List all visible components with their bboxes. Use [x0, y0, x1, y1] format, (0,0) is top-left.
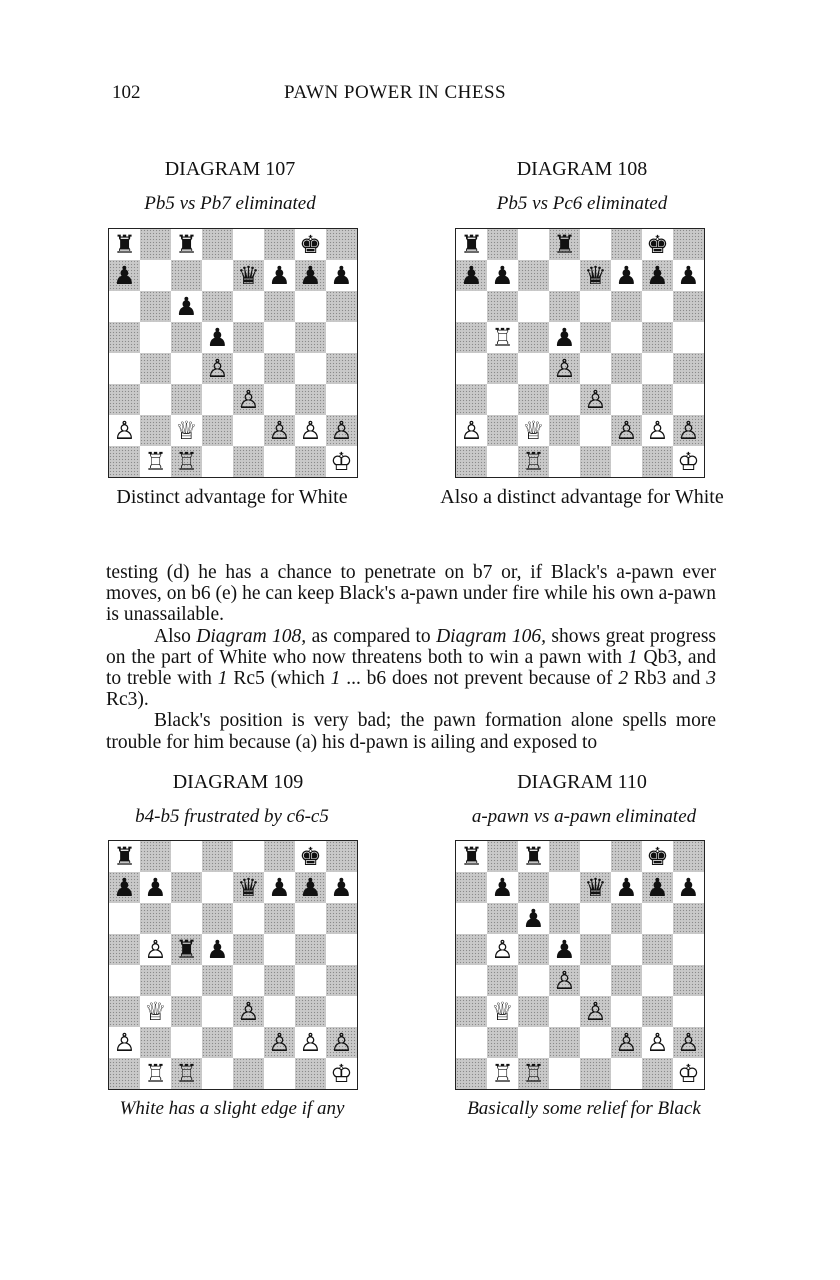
- square-b4: [487, 965, 518, 996]
- square-f8: [264, 841, 295, 872]
- square-a4: [109, 965, 140, 996]
- square-c7: [171, 872, 202, 903]
- square-g6: [295, 903, 326, 934]
- white-rook-b1: ♖: [140, 446, 171, 477]
- square-h4: [673, 965, 704, 996]
- square-a4: [456, 965, 487, 996]
- white-rook-b1: ♖: [140, 1058, 171, 1089]
- square-g5: [642, 322, 673, 353]
- square-g4: [295, 353, 326, 384]
- white-pawn-f2: ♙: [264, 415, 295, 446]
- white-rook-b1: ♖: [487, 1058, 518, 1089]
- square-e5: [233, 322, 264, 353]
- page-number: 102: [112, 82, 141, 103]
- square-h3: [326, 384, 357, 415]
- square-b2: [487, 1027, 518, 1058]
- diagram-107-title: DIAGRAM 107: [164, 158, 296, 180]
- square-g5: [295, 934, 326, 965]
- square-e2: [233, 1027, 264, 1058]
- square-d7: [202, 260, 233, 291]
- white-pawn-a2: ♙: [109, 415, 140, 446]
- black-pawn-g7: ♟: [642, 872, 673, 903]
- square-f6: [611, 903, 642, 934]
- square-f1: [611, 446, 642, 477]
- square-h6: [673, 903, 704, 934]
- square-d1: [549, 1058, 580, 1089]
- white-rook-c1: ♖: [518, 1058, 549, 1089]
- square-a5: [456, 322, 487, 353]
- black-rook-d8: ♜: [549, 229, 580, 260]
- black-pawn-c6: ♟: [171, 291, 202, 322]
- square-d2: [202, 1027, 233, 1058]
- white-queen-b3: ♕: [140, 996, 171, 1027]
- square-c8: [171, 841, 202, 872]
- square-b2: [140, 415, 171, 446]
- square-d7: [549, 872, 580, 903]
- square-b2: [487, 415, 518, 446]
- white-pawn-g2: ♙: [295, 1027, 326, 1058]
- black-rook-c8: ♜: [518, 841, 549, 872]
- square-e6: [580, 903, 611, 934]
- square-c8: [518, 229, 549, 260]
- white-rook-c1: ♖: [171, 1058, 202, 1089]
- black-pawn-d5: ♟: [202, 322, 233, 353]
- white-pawn-g2: ♙: [295, 415, 326, 446]
- square-g3: [295, 384, 326, 415]
- square-d4: [202, 965, 233, 996]
- square-h3: [673, 996, 704, 1027]
- square-e2: [233, 415, 264, 446]
- square-h5: [673, 322, 704, 353]
- square-h6: [326, 903, 357, 934]
- white-queen-c2: ♕: [518, 415, 549, 446]
- square-e6: [233, 903, 264, 934]
- square-a3: [109, 384, 140, 415]
- diagram-109-subtitle: b4-b5 frustrated by c6-c5: [135, 806, 329, 827]
- black-king-g8: ♚: [642, 229, 673, 260]
- square-a5: [456, 934, 487, 965]
- square-g5: [295, 322, 326, 353]
- square-f4: [611, 353, 642, 384]
- square-e5: [580, 934, 611, 965]
- square-a6: [109, 291, 140, 322]
- square-d8: [549, 841, 580, 872]
- square-b6: [140, 291, 171, 322]
- white-king-h1: ♔: [326, 446, 357, 477]
- white-king-h1: ♔: [673, 1058, 704, 1089]
- square-g4: [642, 965, 673, 996]
- square-f5: [611, 934, 642, 965]
- square-c4: [518, 965, 549, 996]
- square-f3: [611, 996, 642, 1027]
- square-e1: [580, 446, 611, 477]
- white-rook-c1: ♖: [171, 446, 202, 477]
- white-pawn-d4: ♙: [549, 353, 580, 384]
- square-d3: [549, 384, 580, 415]
- square-h5: [326, 322, 357, 353]
- square-h8: [326, 229, 357, 260]
- square-g4: [642, 353, 673, 384]
- paragraph-2: Also Diagram 108, as compared to Diagram 106, shows great progress on the part of White who now threatens both to win a pawn with 1 Qb3, and to treble with 1 Rc5 (which 1 ... b6 does not prevent because of 2 Rb3 and 3 Rc3).: [106, 625, 717, 711]
- square-d7: [202, 872, 233, 903]
- square-c7: [171, 260, 202, 291]
- white-pawn-h2: ♙: [673, 415, 704, 446]
- black-king-g8: ♚: [642, 841, 673, 872]
- square-g6: [642, 903, 673, 934]
- square-h8: [326, 841, 357, 872]
- diagram-109-caption: White has a slight edge if any: [119, 1098, 345, 1119]
- black-pawn-h7: ♟: [326, 260, 357, 291]
- square-e8: [580, 841, 611, 872]
- white-pawn-f2: ♙: [611, 415, 642, 446]
- diagram-108-board: [455, 228, 705, 478]
- black-pawn-g7: ♟: [642, 260, 673, 291]
- square-b2: [140, 1027, 171, 1058]
- black-king-g8: ♚: [295, 229, 326, 260]
- square-f4: [264, 353, 295, 384]
- square-g4: [295, 965, 326, 996]
- square-a3: [109, 996, 140, 1027]
- black-queen-e7: ♛: [580, 260, 611, 291]
- square-g1: [642, 446, 673, 477]
- square-f6: [264, 903, 295, 934]
- square-c6: [171, 903, 202, 934]
- square-f8: [611, 229, 642, 260]
- square-e1: [580, 1058, 611, 1089]
- square-a4: [109, 353, 140, 384]
- square-b3: [487, 384, 518, 415]
- white-pawn-g2: ♙: [642, 1027, 673, 1058]
- black-pawn-b7: ♟: [140, 872, 171, 903]
- square-a6: [109, 903, 140, 934]
- square-e6: [580, 291, 611, 322]
- square-b4: [140, 965, 171, 996]
- square-h4: [326, 965, 357, 996]
- square-a6: [456, 903, 487, 934]
- square-e2: [580, 1027, 611, 1058]
- square-f1: [611, 1058, 642, 1089]
- diagram-110-subtitle: a-pawn vs a-pawn eliminated: [471, 806, 697, 827]
- black-rook-a8: ♜: [456, 841, 487, 872]
- square-h4: [326, 353, 357, 384]
- white-pawn-d4: ♙: [202, 353, 233, 384]
- running-title: PAWN POWER IN CHESS: [284, 82, 507, 103]
- black-rook-c8: ♜: [171, 229, 202, 260]
- paragraph-3: Black's position is very bad; the pawn formation alone spells more trouble for him because (a) his d-pawn is ailing and exposed to: [106, 710, 716, 753]
- square-b6: [487, 903, 518, 934]
- square-b8: [140, 841, 171, 872]
- square-h5: [326, 934, 357, 965]
- square-a5: [109, 322, 140, 353]
- square-c2: [171, 1027, 202, 1058]
- black-pawn-g7: ♟: [295, 260, 326, 291]
- square-f3: [264, 384, 295, 415]
- white-king-h1: ♔: [673, 446, 704, 477]
- square-f3: [611, 384, 642, 415]
- black-king-g8: ♚: [295, 841, 326, 872]
- black-pawn-h7: ♟: [673, 260, 704, 291]
- black-pawn-f7: ♟: [611, 260, 642, 291]
- square-h6: [673, 291, 704, 322]
- square-e1: [233, 1058, 264, 1089]
- white-queen-c2: ♕: [171, 415, 202, 446]
- square-e4: [580, 965, 611, 996]
- square-d2: [202, 415, 233, 446]
- black-pawn-g7: ♟: [295, 872, 326, 903]
- square-a1: [109, 1058, 140, 1089]
- square-c3: [171, 384, 202, 415]
- square-f4: [611, 965, 642, 996]
- square-g3: [642, 996, 673, 1027]
- white-rook-c1: ♖: [518, 446, 549, 477]
- square-e4: [233, 353, 264, 384]
- square-f5: [264, 934, 295, 965]
- square-a7: [456, 872, 487, 903]
- black-pawn-b7: ♟: [487, 260, 518, 291]
- square-h5: [673, 934, 704, 965]
- square-d3: [202, 384, 233, 415]
- diagram-109-board: [108, 840, 358, 1090]
- square-d1: [202, 1058, 233, 1089]
- diagram-108-subtitle: Pb5 vs Pc6 eliminated: [496, 193, 668, 214]
- page-header: [112, 82, 732, 108]
- black-pawn-a7: ♟: [109, 260, 140, 291]
- square-b3: [140, 384, 171, 415]
- black-queen-e7: ♛: [233, 872, 264, 903]
- square-b8: [140, 229, 171, 260]
- square-d2: [549, 1027, 580, 1058]
- square-c4: [518, 353, 549, 384]
- white-pawn-f2: ♙: [264, 1027, 295, 1058]
- black-rook-c5: ♜: [171, 934, 202, 965]
- white-pawn-h2: ♙: [326, 1027, 357, 1058]
- square-e8: [233, 229, 264, 260]
- square-d8: [202, 229, 233, 260]
- square-d7: [549, 260, 580, 291]
- square-h8: [673, 229, 704, 260]
- square-b4: [487, 353, 518, 384]
- diagram-108-title: DIAGRAM 108: [516, 158, 648, 180]
- square-d6: [202, 291, 233, 322]
- white-king-h1: ♔: [326, 1058, 357, 1089]
- white-pawn-b5: ♙: [140, 934, 171, 965]
- square-d8: [202, 841, 233, 872]
- black-pawn-h7: ♟: [326, 872, 357, 903]
- square-d6: [202, 903, 233, 934]
- square-c4: [171, 965, 202, 996]
- diagram-108-caption: Also a distinct advantage for White: [440, 486, 724, 508]
- square-b6: [140, 903, 171, 934]
- square-h3: [673, 384, 704, 415]
- square-e4: [233, 965, 264, 996]
- square-c3: [518, 996, 549, 1027]
- square-g6: [642, 291, 673, 322]
- square-e5: [580, 322, 611, 353]
- square-a5: [109, 934, 140, 965]
- square-a3: [456, 996, 487, 1027]
- square-b8: [487, 229, 518, 260]
- black-pawn-a7: ♟: [456, 260, 487, 291]
- square-a1: [456, 446, 487, 477]
- white-pawn-a2: ♙: [109, 1027, 140, 1058]
- square-f3: [264, 996, 295, 1027]
- square-a2: [456, 1027, 487, 1058]
- black-queen-e7: ♛: [233, 260, 264, 291]
- square-e8: [233, 841, 264, 872]
- white-pawn-f2: ♙: [611, 1027, 642, 1058]
- square-f1: [264, 1058, 295, 1089]
- white-pawn-d4: ♙: [549, 965, 580, 996]
- square-e4: [580, 353, 611, 384]
- black-pawn-a7: ♟: [109, 872, 140, 903]
- square-b4: [140, 353, 171, 384]
- diagram-110-board: [455, 840, 705, 1090]
- square-g3: [642, 384, 673, 415]
- black-rook-a8: ♜: [456, 229, 487, 260]
- diagram-107-caption: Distinct advantage for White: [116, 486, 348, 508]
- black-pawn-f7: ♟: [264, 260, 295, 291]
- square-f6: [264, 291, 295, 322]
- square-g1: [642, 1058, 673, 1089]
- square-g5: [642, 934, 673, 965]
- square-a4: [456, 353, 487, 384]
- diagram-107-board: [108, 228, 358, 478]
- white-pawn-b5: ♙: [487, 934, 518, 965]
- square-c5: [518, 322, 549, 353]
- square-d6: [549, 903, 580, 934]
- square-c5: [171, 322, 202, 353]
- square-f5: [611, 322, 642, 353]
- black-pawn-d5: ♟: [549, 322, 580, 353]
- square-c6: [518, 291, 549, 322]
- square-f5: [264, 322, 295, 353]
- square-d2: [549, 415, 580, 446]
- black-rook-a8: ♜: [109, 841, 140, 872]
- white-pawn-e3: ♙: [580, 384, 611, 415]
- square-e2: [580, 415, 611, 446]
- square-e1: [233, 446, 264, 477]
- square-h6: [326, 291, 357, 322]
- square-g1: [295, 446, 326, 477]
- square-b6: [487, 291, 518, 322]
- square-b7: [140, 260, 171, 291]
- black-pawn-h7: ♟: [673, 872, 704, 903]
- square-f4: [264, 965, 295, 996]
- square-f6: [611, 291, 642, 322]
- square-g3: [295, 996, 326, 1027]
- square-d3: [549, 996, 580, 1027]
- square-g6: [295, 291, 326, 322]
- white-queen-b3: ♕: [487, 996, 518, 1027]
- square-d1: [202, 446, 233, 477]
- square-d1: [549, 446, 580, 477]
- square-c3: [518, 384, 549, 415]
- black-rook-a8: ♜: [109, 229, 140, 260]
- square-h3: [326, 996, 357, 1027]
- square-d3: [202, 996, 233, 1027]
- square-c5: [518, 934, 549, 965]
- black-pawn-f7: ♟: [611, 872, 642, 903]
- square-c7: [518, 260, 549, 291]
- white-pawn-h2: ♙: [673, 1027, 704, 1058]
- body-text: [106, 562, 716, 753]
- square-a1: [456, 1058, 487, 1089]
- square-f8: [264, 229, 295, 260]
- square-c2: [518, 1027, 549, 1058]
- black-queen-e7: ♛: [580, 872, 611, 903]
- square-e5: [233, 934, 264, 965]
- square-f8: [611, 841, 642, 872]
- square-d6: [549, 291, 580, 322]
- square-g1: [295, 1058, 326, 1089]
- black-pawn-b7: ♟: [487, 872, 518, 903]
- black-pawn-f7: ♟: [264, 872, 295, 903]
- square-c3: [171, 996, 202, 1027]
- square-a1: [109, 446, 140, 477]
- white-pawn-e3: ♙: [233, 384, 264, 415]
- square-c7: [518, 872, 549, 903]
- white-pawn-e3: ♙: [233, 996, 264, 1027]
- paragraph-1: testing (d) he has a chance to penetrate on b7 or, if Black's a-pawn ever moves, on b6 (e) he can keep Black's a-pawn under fire while his own a-pawn is unassailable.: [106, 562, 716, 626]
- square-a3: [456, 384, 487, 415]
- white-pawn-a2: ♙: [456, 415, 487, 446]
- square-f1: [264, 446, 295, 477]
- black-pawn-c6: ♟: [518, 903, 549, 934]
- white-pawn-e3: ♙: [580, 996, 611, 1027]
- diagram-110-title: DIAGRAM 110: [517, 771, 647, 793]
- square-a6: [456, 291, 487, 322]
- square-h4: [673, 353, 704, 384]
- square-b1: [487, 446, 518, 477]
- square-c4: [171, 353, 202, 384]
- square-e8: [580, 229, 611, 260]
- diagram-107-subtitle: Pb5 vs Pb7 eliminated: [144, 193, 316, 214]
- white-rook-b5: ♖: [487, 322, 518, 353]
- white-pawn-h2: ♙: [326, 415, 357, 446]
- square-b8: [487, 841, 518, 872]
- square-e6: [233, 291, 264, 322]
- white-pawn-g2: ♙: [642, 415, 673, 446]
- diagram-110-caption: Basically some relief for Black: [467, 1098, 701, 1119]
- diagram-109-title: DIAGRAM 109: [172, 771, 304, 793]
- black-pawn-d5: ♟: [202, 934, 233, 965]
- square-h8: [673, 841, 704, 872]
- black-pawn-d5: ♟: [549, 934, 580, 965]
- square-b5: [140, 322, 171, 353]
